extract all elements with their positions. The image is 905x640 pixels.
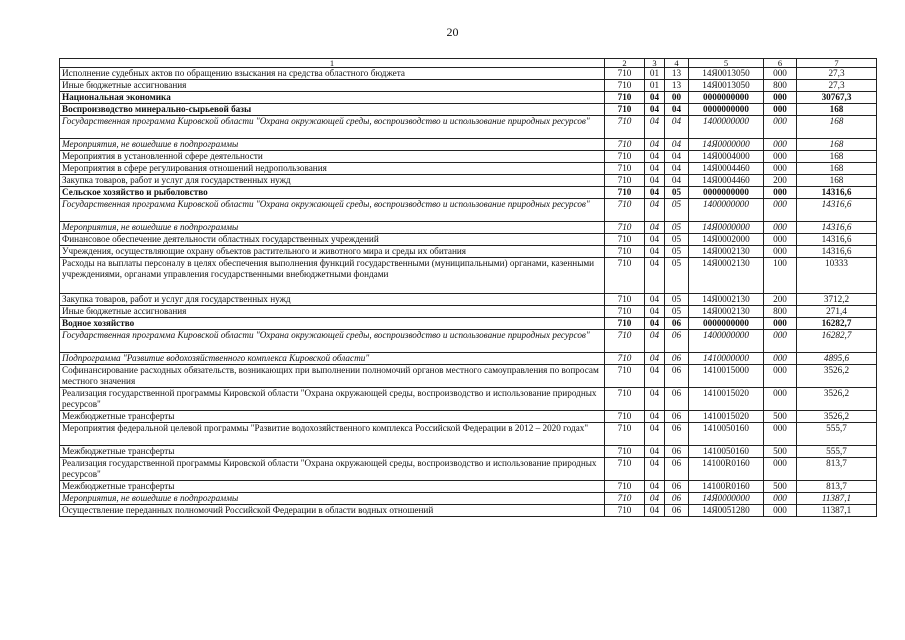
header-cell: 6: [764, 59, 797, 68]
row-name-cell: Реализация государственной программы Кировской области "Охрана окружающей среды, воспроизводство и использование природных ресурсов": [60, 458, 605, 481]
table-row: [60, 222, 877, 234]
expense-type-cell: 200: [764, 294, 797, 306]
table-row: [60, 258, 877, 294]
ministry-code-cell: 710: [605, 388, 645, 411]
row-name-cell: Реализация государственной программы Кировской области "Охрана окружающей среды, воспроизводство и использование природных ресурсов": [60, 388, 605, 411]
amount-cell: 3526,2: [797, 411, 877, 423]
section-cell: 04: [645, 151, 665, 163]
target-article-cell: 1410050160: [689, 446, 764, 458]
table-row: [60, 151, 877, 163]
ministry-code-cell: 710: [605, 175, 645, 187]
ministry-code-cell: 710: [605, 151, 645, 163]
budget-table-container: [59, 58, 876, 517]
amount-cell: 168: [797, 116, 877, 139]
amount-cell: 271,4: [797, 306, 877, 318]
table-row: [60, 306, 877, 318]
row-name-cell: Иные бюджетные ассигнования: [60, 80, 605, 92]
budget-table: [59, 58, 877, 517]
row-name-cell: Сельское хозяйство и рыболовство: [60, 187, 605, 199]
row-name-cell: Государственная программа Кировской области "Охрана окружающей среды, воспроизводство и использование природных ресурсов": [60, 199, 605, 222]
subsection-cell: 05: [665, 306, 689, 318]
section-cell: 04: [645, 222, 665, 234]
amount-cell: 168: [797, 104, 877, 116]
table-row: [60, 68, 877, 80]
subsection-cell: 06: [665, 458, 689, 481]
target-article-cell: 14Я0002000: [689, 234, 764, 246]
ministry-code-cell: 710: [605, 481, 645, 493]
table-row: [60, 365, 877, 388]
expense-type-cell: 000: [764, 116, 797, 139]
subsection-cell: 04: [665, 104, 689, 116]
table-row: [60, 353, 877, 365]
section-cell: 04: [645, 175, 665, 187]
expense-type-cell: 500: [764, 481, 797, 493]
row-name-cell: Национальная экономика: [60, 92, 605, 104]
ministry-code-cell: 710: [605, 68, 645, 80]
table-row: [60, 187, 877, 199]
target-article-cell: 1410015000: [689, 365, 764, 388]
ministry-code-cell: 710: [605, 330, 645, 353]
subsection-cell: 05: [665, 234, 689, 246]
expense-type-cell: 000: [764, 458, 797, 481]
row-name-cell: Мероприятия, не вошедшие в подпрограммы: [60, 222, 605, 234]
expense-type-cell: 000: [764, 505, 797, 517]
table-body: [60, 68, 877, 517]
expense-type-cell: 500: [764, 446, 797, 458]
section-cell: 04: [645, 187, 665, 199]
table-row: [60, 446, 877, 458]
subsection-cell: 04: [665, 175, 689, 187]
subsection-cell: 00: [665, 92, 689, 104]
expense-type-cell: 000: [764, 92, 797, 104]
target-article-cell: 1410015020: [689, 388, 764, 411]
table-row: [60, 294, 877, 306]
table-row: [60, 493, 877, 505]
target-article-cell: 14Я0002130: [689, 306, 764, 318]
ministry-code-cell: 710: [605, 92, 645, 104]
target-article-cell: 14Я0002130: [689, 294, 764, 306]
amount-cell: 168: [797, 151, 877, 163]
section-cell: 04: [645, 365, 665, 388]
ministry-code-cell: 710: [605, 318, 645, 330]
target-article-cell: 1400000000: [689, 116, 764, 139]
subsection-cell: 06: [665, 318, 689, 330]
subsection-cell: 04: [665, 139, 689, 151]
header-cell: 4: [665, 59, 689, 68]
ministry-code-cell: 710: [605, 505, 645, 517]
subsection-cell: 05: [665, 258, 689, 294]
row-name-cell: Расходы на выплаты персоналу в целях обеспечения выполнения функций государственными (муниципальными) органами, казенными учреждениями, органами управления государственными внебюджетными фондами: [60, 258, 605, 294]
expense-type-cell: 000: [764, 318, 797, 330]
amount-cell: 11387,1: [797, 493, 877, 505]
table-row: [60, 116, 877, 139]
expense-type-cell: 000: [764, 187, 797, 199]
ministry-code-cell: 710: [605, 139, 645, 151]
target-article-cell: 14Я0000000: [689, 222, 764, 234]
amount-cell: 14316,6: [797, 199, 877, 222]
amount-cell: 168: [797, 139, 877, 151]
target-article-cell: 0000000000: [689, 104, 764, 116]
row-name-cell: Мероприятия, не вошедшие в подпрограммы: [60, 139, 605, 151]
target-article-cell: 14100R0160: [689, 481, 764, 493]
subsection-cell: 05: [665, 246, 689, 258]
amount-cell: 168: [797, 163, 877, 175]
target-article-cell: 1400000000: [689, 199, 764, 222]
amount-cell: 168: [797, 175, 877, 187]
target-article-cell: 14Я0002130: [689, 258, 764, 294]
ministry-code-cell: 710: [605, 294, 645, 306]
expense-type-cell: 200: [764, 175, 797, 187]
row-name-cell: Закупка товаров, работ и услуг для государственных нужд: [60, 175, 605, 187]
table-row: [60, 481, 877, 493]
table-row: [60, 92, 877, 104]
section-cell: 04: [645, 388, 665, 411]
expense-type-cell: 000: [764, 330, 797, 353]
row-name-cell: Мероприятия федеральной целевой программы "Развитие водохозяйственного комплекса Российской Федерации в 2012 – 2020 годах": [60, 423, 605, 446]
ministry-code-cell: 710: [605, 187, 645, 199]
subsection-cell: 05: [665, 294, 689, 306]
table-row: [60, 104, 877, 116]
table-row: [60, 246, 877, 258]
expense-type-cell: 800: [764, 80, 797, 92]
expense-type-cell: 000: [764, 139, 797, 151]
target-article-cell: 1410050160: [689, 423, 764, 446]
table-row: [60, 423, 877, 446]
header-cell: 5: [689, 59, 764, 68]
expense-type-cell: 000: [764, 163, 797, 175]
subsection-cell: 06: [665, 493, 689, 505]
section-cell: 04: [645, 163, 665, 175]
table-header-row: [60, 59, 877, 68]
subsection-cell: 06: [665, 353, 689, 365]
expense-type-cell: 000: [764, 234, 797, 246]
subsection-cell: 13: [665, 80, 689, 92]
row-name-cell: Государственная программа Кировской области "Охрана окружающей среды, воспроизводство и использование природных ресурсов": [60, 330, 605, 353]
section-cell: 04: [645, 104, 665, 116]
section-cell: 04: [645, 493, 665, 505]
expense-type-cell: 500: [764, 411, 797, 423]
amount-cell: 14316,6: [797, 234, 877, 246]
ministry-code-cell: 710: [605, 353, 645, 365]
row-name-cell: Финансовое обеспечение деятельности областных государственных учреждений: [60, 234, 605, 246]
expense-type-cell: 000: [764, 365, 797, 388]
ministry-code-cell: 710: [605, 423, 645, 446]
ministry-code-cell: 710: [605, 458, 645, 481]
target-article-cell: 14Я0002130: [689, 246, 764, 258]
ministry-code-cell: 710: [605, 80, 645, 92]
ministry-code-cell: 710: [605, 246, 645, 258]
amount-cell: 813,7: [797, 458, 877, 481]
amount-cell: 813,7: [797, 481, 877, 493]
expense-type-cell: 000: [764, 353, 797, 365]
ministry-code-cell: 710: [605, 234, 645, 246]
amount-cell: 555,7: [797, 446, 877, 458]
amount-cell: 16282,7: [797, 318, 877, 330]
row-name-cell: Учреждения, осуществляющие охрану объектов растительного и животного мира и среды их обитания: [60, 246, 605, 258]
row-name-cell: Межбюджетные трансферты: [60, 481, 605, 493]
expense-type-cell: 000: [764, 246, 797, 258]
table-row: [60, 139, 877, 151]
ministry-code-cell: 710: [605, 446, 645, 458]
subsection-cell: 06: [665, 365, 689, 388]
expense-type-cell: 000: [764, 199, 797, 222]
table-row: [60, 458, 877, 481]
ministry-code-cell: 710: [605, 306, 645, 318]
row-name-cell: Водное хозяйство: [60, 318, 605, 330]
expense-type-cell: 000: [764, 423, 797, 446]
expense-type-cell: 000: [764, 104, 797, 116]
row-name-cell: Подпрограмма "Развитие водохозяйственного комплекса Кировской области": [60, 353, 605, 365]
expense-type-cell: 000: [764, 151, 797, 163]
amount-cell: 30767,3: [797, 92, 877, 104]
target-article-cell: 1410015020: [689, 411, 764, 423]
section-cell: 04: [645, 481, 665, 493]
ministry-code-cell: 710: [605, 116, 645, 139]
ministry-code-cell: 710: [605, 199, 645, 222]
amount-cell: 27,3: [797, 80, 877, 92]
ministry-code-cell: 710: [605, 104, 645, 116]
amount-cell: 11387,1: [797, 505, 877, 517]
row-name-cell: Воспроизводство минерально-сырьевой базы: [60, 104, 605, 116]
subsection-cell: 06: [665, 388, 689, 411]
table-row: [60, 318, 877, 330]
target-article-cell: 14Я0000000: [689, 493, 764, 505]
row-name-cell: Государственная программа Кировской области "Охрана окружающей среды, воспроизводство и использование природных ресурсов": [60, 116, 605, 139]
amount-cell: 14316,6: [797, 222, 877, 234]
row-name-cell: Иные бюджетные ассигнования: [60, 306, 605, 318]
section-cell: 04: [645, 294, 665, 306]
subsection-cell: 05: [665, 187, 689, 199]
section-cell: 04: [645, 423, 665, 446]
page-number: 20: [446, 25, 459, 39]
ministry-code-cell: 710: [605, 222, 645, 234]
section-cell: 04: [645, 258, 665, 294]
section-cell: 04: [645, 411, 665, 423]
section-cell: 04: [645, 330, 665, 353]
target-article-cell: 1400000000: [689, 330, 764, 353]
table-row: [60, 505, 877, 517]
table-row: [60, 163, 877, 175]
row-name-cell: Межбюджетные трансферты: [60, 446, 605, 458]
table-row: [60, 388, 877, 411]
row-name-cell: Мероприятия, не вошедшие в подпрограммы: [60, 493, 605, 505]
section-cell: 04: [645, 199, 665, 222]
ministry-code-cell: 710: [605, 411, 645, 423]
subsection-cell: 06: [665, 411, 689, 423]
header-cell: 2: [605, 59, 645, 68]
row-name-cell: Осуществление переданных полномочий Российской Федерации в области водных отношений: [60, 505, 605, 517]
section-cell: 01: [645, 68, 665, 80]
header-cell: 3: [645, 59, 665, 68]
amount-cell: 10333: [797, 258, 877, 294]
subsection-cell: 06: [665, 446, 689, 458]
section-cell: 04: [645, 318, 665, 330]
subsection-cell: 04: [665, 163, 689, 175]
table-row: [60, 80, 877, 92]
table-row: [60, 199, 877, 222]
subsection-cell: 05: [665, 222, 689, 234]
row-name-cell: Мероприятия в сфере регулирования отношений недропользования: [60, 163, 605, 175]
section-cell: 01: [645, 80, 665, 92]
subsection-cell: 06: [665, 481, 689, 493]
target-article-cell: 0000000000: [689, 318, 764, 330]
amount-cell: 14316,6: [797, 246, 877, 258]
row-name-cell: Межбюджетные трансферты: [60, 411, 605, 423]
target-article-cell: 14Я0004000: [689, 151, 764, 163]
target-article-cell: 14Я0013050: [689, 68, 764, 80]
row-name-cell: Исполнение судебных актов по обращению взыскания на средства областного бюджета: [60, 68, 605, 80]
ministry-code-cell: 710: [605, 493, 645, 505]
expense-type-cell: 100: [764, 258, 797, 294]
row-name-cell: Мероприятия в установленной сфере деятельности: [60, 151, 605, 163]
amount-cell: 3526,2: [797, 388, 877, 411]
target-article-cell: 14Я0013050: [689, 80, 764, 92]
subsection-cell: 04: [665, 151, 689, 163]
subsection-cell: 06: [665, 505, 689, 517]
section-cell: 04: [645, 458, 665, 481]
table-row: [60, 175, 877, 187]
amount-cell: 3526,2: [797, 365, 877, 388]
table-row: [60, 234, 877, 246]
subsection-cell: 05: [665, 199, 689, 222]
section-cell: 04: [645, 505, 665, 517]
target-article-cell: 14Я0004460: [689, 175, 764, 187]
target-article-cell: 0000000000: [689, 92, 764, 104]
target-article-cell: 14Я0000000: [689, 139, 764, 151]
amount-cell: 4895,6: [797, 353, 877, 365]
expense-type-cell: 000: [764, 388, 797, 411]
target-article-cell: 0000000000: [689, 187, 764, 199]
table-row: [60, 330, 877, 353]
section-cell: 04: [645, 92, 665, 104]
ministry-code-cell: 710: [605, 163, 645, 175]
section-cell: 04: [645, 234, 665, 246]
amount-cell: 27,3: [797, 68, 877, 80]
expense-type-cell: 000: [764, 222, 797, 234]
section-cell: 04: [645, 139, 665, 151]
ministry-code-cell: 710: [605, 258, 645, 294]
expense-type-cell: 800: [764, 306, 797, 318]
amount-cell: 555,7: [797, 423, 877, 446]
amount-cell: 3712,2: [797, 294, 877, 306]
subsection-cell: 13: [665, 68, 689, 80]
subsection-cell: 06: [665, 423, 689, 446]
row-name-cell: Софинансирование расходных обязательств, возникающих при выполнении полномочий органов местного самоуправления по вопросам местного значения: [60, 365, 605, 388]
target-article-cell: 14Я0004460: [689, 163, 764, 175]
section-cell: 04: [645, 116, 665, 139]
row-name-cell: Закупка товаров, работ и услуг для государственных нужд: [60, 294, 605, 306]
section-cell: 04: [645, 446, 665, 458]
target-article-cell: 14100R0160: [689, 458, 764, 481]
expense-type-cell: 000: [764, 493, 797, 505]
section-cell: 04: [645, 353, 665, 365]
amount-cell: 16282,7: [797, 330, 877, 353]
subsection-cell: 04: [665, 116, 689, 139]
amount-cell: 14316,6: [797, 187, 877, 199]
ministry-code-cell: 710: [605, 365, 645, 388]
subsection-cell: 06: [665, 330, 689, 353]
table-row: [60, 411, 877, 423]
section-cell: 04: [645, 246, 665, 258]
target-article-cell: 14Я0051280: [689, 505, 764, 517]
header-cell: 1: [60, 59, 605, 68]
header-cell: 7: [797, 59, 877, 68]
target-article-cell: 1410000000: [689, 353, 764, 365]
section-cell: 04: [645, 306, 665, 318]
expense-type-cell: 000: [764, 68, 797, 80]
